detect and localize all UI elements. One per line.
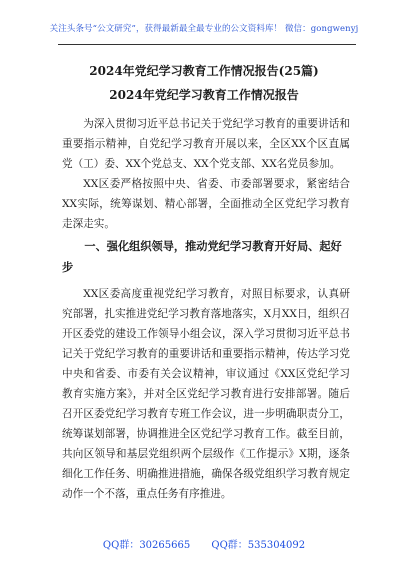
document-subtitle: 2024年党纪学习教育工作情况报告	[109, 88, 299, 102]
header-promo-text: 关注头条号“公文研究”，获得最新最全最专业的公文资料库！ 微信：gongwenyj	[49, 24, 359, 34]
footer-qq-group-2: QQ群：535304092	[211, 540, 306, 551]
section-1-paragraph: XX区委高度重视党纪学习教育，对照目标要求，认真研究部署，扎实推进党纪学习教育落地落实，X月XX日，组织召开区委党的建设工作领导小组会议，深入学习贯彻习近平总书记关于党纪学习教育的重要讲话和重要指示精神，传达学习党中央和省委、市委有关会议精神，审议通过《XX区党纪学习教育实施方案》，并对全区党纪学习教育进行安排部署。随后召开区委党纪学习教育专班工作会议，进一步明确职责分工，统筹谋划部署，协调推进全区党纪学习教育工作。截至目前，共向区领导和基层党组织两个层级作《工作提示》X期，逐条细化工作任务、明确推进措施，确保各级党组织学习教育规定动作一个不落，重点任务有序推进。	[62, 288, 350, 500]
section-1-heading: 一、强化组织领导，推动党纪学习教育开好局、起好步	[62, 239, 342, 274]
document-title: 2024年党纪学习教育工作情况报告(25篇)	[89, 64, 319, 78]
intro-paragraph-1: 为深入贯彻习近平总书记关于党纪学习教育的重要讲话和重要指示精神，自党纪学习教育开展以来，全区XX个区直属党（工）委、XX个党总支、XX个党支部、XX名党员参加。	[62, 118, 350, 170]
intro-paragraph-2: XX区委严格按照中央、省委、市委部署要求，紧密结合XX实际，统筹谋划、精心部署，全面推动全区党纪学习教育走深走实。	[62, 178, 350, 230]
footer-contact	[0, 536, 408, 551]
footer-qq-group-1: QQ群：30265665	[102, 540, 191, 551]
header-divider	[58, 44, 356, 45]
document-body	[62, 114, 350, 504]
